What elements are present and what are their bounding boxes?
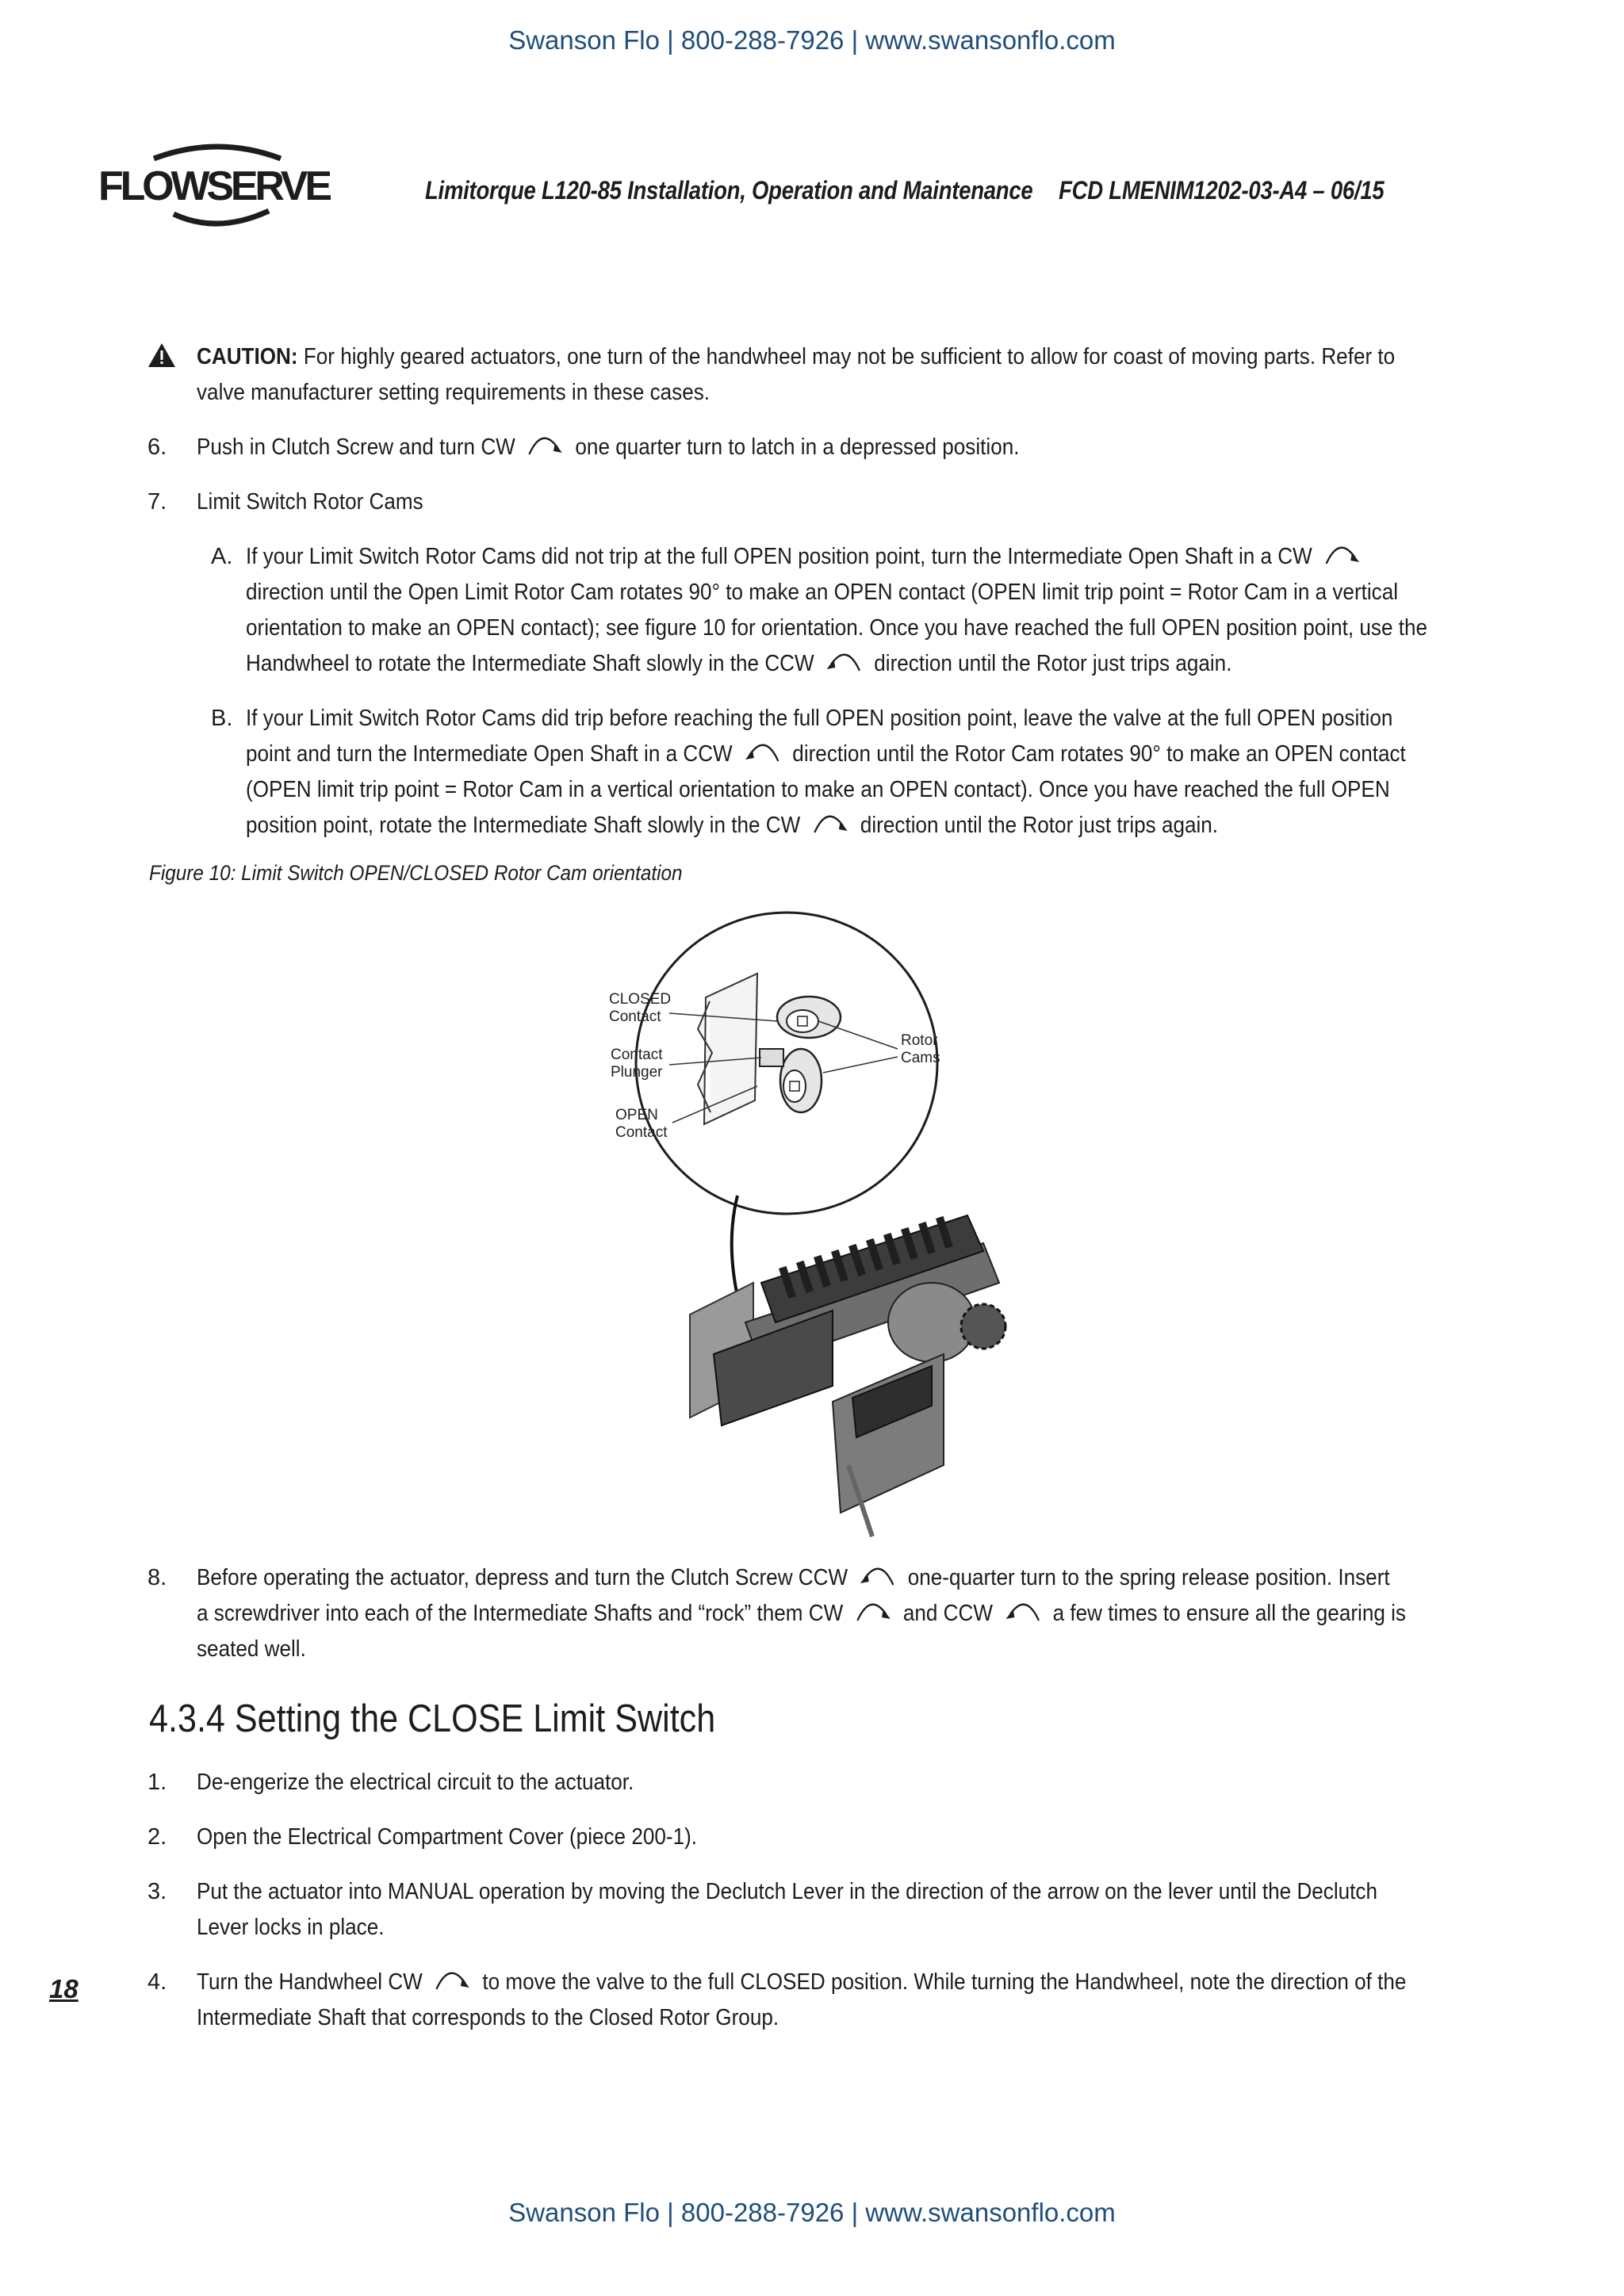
- step-8-line-2: a screwdriver into each of the Intermediate Shafts and “rock” them CW and CCW a few times to ensure all the gearing is: [197, 1596, 1406, 1632]
- close-step-4-number: 4.: [147, 1969, 167, 1995]
- step-a-line-1: If your Limit Switch Rotor Cams did not trip at the full OPEN position point, turn the Intermediate Open Shaft in a CW: [246, 539, 1372, 575]
- cw-arrow-icon: [1322, 540, 1362, 568]
- close-step-2-number: 2.: [147, 1824, 167, 1850]
- bottom-banner: Swanson Flo | 800-288-7926 | www.swansonflo.com: [508, 2198, 1116, 2227]
- caution-line-2: valve manufacturer setting requirements in these cases.: [197, 380, 710, 405]
- label-plunger-2: Plunger: [611, 1064, 663, 1081]
- label-closed-contact-2: Contact: [609, 1008, 661, 1025]
- step-a-line-2: direction until the Open Limit Rotor Cam rotates 90° to make an OPEN contact (OPEN limit trip point = Rotor Cam in a vertical: [246, 580, 1399, 605]
- header-fcd: FCD LMENIM1202-03-A4 – 06/15: [1059, 176, 1385, 205]
- contact-plunger: [760, 1049, 783, 1066]
- document-header: [425, 176, 1384, 205]
- top-banner: Swanson Flo | 800-288-7926 | www.swansonflo.com: [508, 25, 1116, 55]
- section-heading: 4.3.4 Setting the CLOSE Limit Switch: [149, 1697, 716, 1740]
- step-6-text: Push in Clutch Screw and turn CW one quarter turn to latch in a depressed position.: [197, 430, 1019, 465]
- ccw-arrow-icon: [742, 737, 782, 766]
- step-b-line-3: (OPEN limit trip point = Rotor Cam in a vertical orientation to make an OPEN contact). Once you have reached the full OPEN: [246, 777, 1390, 802]
- step-a-line-3: orientation to make an OPEN contact); see figure 10 for orientation. Once you have reached the full OPEN position point, use the: [246, 615, 1428, 641]
- close-step-1-number: 1.: [147, 1770, 167, 1795]
- step-b-line-4: position point, rotate the Intermediate Shaft slowly in the CW direction until the Rotor just trips again.: [246, 808, 1218, 844]
- closed-rotor-cam: [777, 997, 841, 1038]
- step-8-line-1: Before operating the actuator, depress and turn the Clutch Screw CCW one-quarter turn to the spring release position. Insert: [197, 1560, 1390, 1596]
- rotor-cam-figure: [571, 910, 1063, 1544]
- logo-text: FLOWSERVE: [98, 163, 332, 209]
- page-number: 18: [49, 1974, 79, 2003]
- step-b-line-2: point and turn the Intermediate Open Shaft in a CCW direction until the Rotor Cam rotates 90° to make an OPEN contact: [246, 737, 1406, 772]
- close-step-4-line-1: Turn the Handwheel CW to move the valve to the full CLOSED position. While turning the Handwheel, note the direction of the: [197, 1965, 1406, 2000]
- label-closed-contact-1: CLOSED: [609, 991, 672, 1008]
- figure-caption: Figure 10: Limit Switch OPEN/CLOSED Rotor Cam orientation: [149, 861, 683, 885]
- caution-label: CAUTION:: [197, 344, 298, 369]
- open-rotor-cam: [780, 1049, 822, 1112]
- step-8-line-3: seated well.: [197, 1636, 306, 1662]
- step-8-number: 8.: [147, 1565, 167, 1590]
- cw-arrow-icon: [810, 809, 850, 837]
- close-step-2-text: Open the Electrical Compartment Cover (piece 200-1).: [197, 1824, 698, 1850]
- cw-arrow-icon: [853, 1597, 893, 1625]
- step-6-number: 6.: [147, 434, 167, 460]
- label-rotor-cams-2: Cams: [901, 1050, 940, 1066]
- step-b-line-1: If your Limit Switch Rotor Cams did trip before reaching the full OPEN position point, leave the valve at the full OPEN position: [246, 706, 1393, 731]
- cw-arrow-icon: [525, 430, 565, 459]
- label-open-contact-2: Contact: [615, 1124, 668, 1141]
- close-step-3-number: 3.: [147, 1879, 167, 1904]
- close-step-4-line-2: Intermediate Shaft that corresponds to the Closed Rotor Group.: [197, 2005, 779, 2030]
- header-title: Limitorque L120-85 Installation, Operation and Maintenance: [425, 176, 1033, 205]
- close-step-1-text: De-engerize the electrical circuit to the actuator.: [197, 1770, 634, 1795]
- step-a-label: A.: [211, 544, 233, 569]
- ccw-arrow-icon: [824, 647, 864, 675]
- caution-line-1: CAUTION: For highly geared actuators, one turn of the handwheel may not be sufficient to allow for coast of moving parts. Refer to: [197, 344, 1396, 369]
- limit-switch-assembly: [690, 1215, 1005, 1536]
- warning-icon: [147, 342, 176, 368]
- step-b-label: B.: [211, 706, 233, 731]
- step-a-line-4: Handwheel to rotate the Intermediate Shaft slowly in the CCW direction until the Rotor just trips again.: [246, 646, 1231, 682]
- close-step-3-line-2: Lever locks in place.: [197, 1915, 385, 1940]
- ccw-arrow-icon: [858, 1561, 898, 1590]
- flowserve-logo: [98, 141, 336, 236]
- close-step-3-line-1: Put the actuator into MANUAL operation by moving the Declutch Lever in the direction of the arrow on the lever until the Declutch: [197, 1879, 1377, 1904]
- cw-arrow-icon: [432, 1965, 472, 1994]
- step-7-number: 7.: [147, 489, 167, 515]
- step-7-text: Limit Switch Rotor Cams: [197, 489, 423, 515]
- label-open-contact-1: OPEN: [615, 1107, 658, 1123]
- label-plunger-1: Contact: [611, 1047, 663, 1063]
- ccw-arrow-icon: [1003, 1597, 1043, 1625]
- label-rotor-cams-1: Rotor: [901, 1032, 938, 1049]
